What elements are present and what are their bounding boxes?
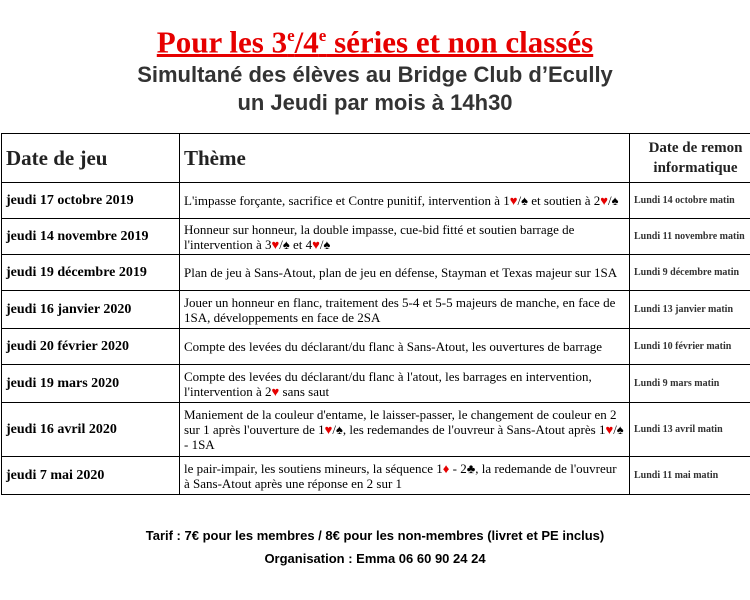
table-row xyxy=(2,365,750,403)
theme-text: /♠, les redemandes de l'ouvreur à Sans-Atout après 1 xyxy=(332,422,606,437)
theme-text: Jouer un honneur en flanc, traitement des 5-4 et 5-5 majeurs de manche, en face de 1SA, développements en face de 2SA xyxy=(184,294,616,325)
theme-text: Compte des levées du déclarant/du flanc à Sans-Atout, les ouvertures de barrage xyxy=(184,339,603,354)
column-header-remontee-line1: Date de remon xyxy=(648,140,743,156)
cell-remontee: Lundi 13 avril matin xyxy=(630,403,750,457)
cell-date: jeudi 19 décembre 2019 xyxy=(2,255,180,291)
cell-date: jeudi 19 mars 2020 xyxy=(2,365,180,403)
title-superscript: e xyxy=(287,26,295,45)
title-part: Pour les 3 xyxy=(156,24,288,60)
organisation-text: Organisation : Emma 06 60 90 24 24 xyxy=(264,551,486,566)
red-suit-symbol: ♥ xyxy=(600,193,608,208)
theme-text: le pair-impair, les soutiens mineurs, la séquence 1 xyxy=(184,460,443,476)
cell-remontee: Lundi 11 mai matin xyxy=(630,457,750,495)
table-row xyxy=(2,183,750,219)
cell-theme xyxy=(180,365,630,403)
column-header-remontee-line2: informatique xyxy=(653,160,738,176)
table-header-row xyxy=(2,134,750,183)
title-part: /4 xyxy=(294,24,319,60)
cell-remontee: Lundi 9 mars matin xyxy=(630,365,750,403)
cell-date: jeudi 7 mai 2020 xyxy=(2,457,180,495)
red-suit-symbol: ♥ xyxy=(271,236,280,252)
table-row xyxy=(2,329,750,365)
cell-theme xyxy=(180,219,630,255)
cell-remontee: Lundi 9 décembre matin xyxy=(630,255,750,291)
subtitle-club: Simultané des élèves au Bridge Club d’Ecully xyxy=(137,62,613,87)
cell-date: jeudi 16 janvier 2020 xyxy=(2,291,180,329)
table-row xyxy=(2,219,750,255)
table-row xyxy=(2,255,750,291)
cell-theme xyxy=(180,183,630,219)
column-header-remontee xyxy=(630,134,750,183)
subtitle-schedule: un Jeudi par mois à 14h30 xyxy=(237,90,513,115)
cell-date: jeudi 14 novembre 2019 xyxy=(2,219,180,255)
red-suit-symbol: ♥ xyxy=(312,236,320,252)
title-part: séries et non classés xyxy=(326,24,594,60)
column-header-theme: Thème xyxy=(180,134,630,183)
cell-theme xyxy=(180,457,630,495)
cell-theme xyxy=(180,255,630,291)
theme-text: - 2♣, la redemande de l'ouvreur à Sans-Atout après une réponse en 2 sur 1 xyxy=(184,460,617,491)
theme-text: L'impasse forçante, sacrifice et Contre punitif, intervention à 1 xyxy=(184,193,510,208)
table-row xyxy=(2,403,750,457)
red-suit-symbol: ♥ xyxy=(271,383,280,399)
theme-text: /♠ xyxy=(607,193,619,208)
red-suit-symbol: ♥ xyxy=(509,193,518,208)
schedule-table xyxy=(1,133,750,495)
cell-theme xyxy=(180,329,630,365)
cell-date: jeudi 17 octobre 2019 xyxy=(2,183,180,219)
theme-text: /♠ et soutien à 2 xyxy=(517,193,601,208)
cell-remontee: Lundi 14 octobre matin xyxy=(630,183,750,219)
title-superscript: e xyxy=(318,26,327,45)
theme-text: sans saut xyxy=(279,383,330,399)
red-suit-symbol: ♥ xyxy=(324,422,333,437)
cell-date: jeudi 20 février 2020 xyxy=(2,329,180,365)
cell-date: jeudi 16 avril 2020 xyxy=(2,403,180,457)
theme-text: /♠ - 1SA xyxy=(184,422,624,452)
theme-text: /♠ et 4 xyxy=(279,236,313,252)
cell-remontee: Lundi 11 novembre matin xyxy=(630,219,750,255)
table-row xyxy=(2,457,750,495)
page-title xyxy=(0,18,750,60)
theme-text: Plan de jeu à Sans-Atout, plan de jeu en défense, Stayman et Texas majeur sur 1SA xyxy=(184,265,618,280)
theme-text: Maniement de la couleur d'entame, le laisser-passer, le changement de couleur en 2 sur 1 après l'ouverture de 1 xyxy=(184,407,617,437)
cell-theme xyxy=(180,291,630,329)
red-suit-symbol: ♦ xyxy=(442,460,450,476)
column-header-date: Date de jeu xyxy=(2,134,180,183)
pricing-text: Tarif : 7€ pour les membres / 8€ pour les non-membres (livret et PE inclus) xyxy=(145,528,605,543)
cell-remontee: Lundi 10 février matin xyxy=(630,329,750,365)
theme-text: /♠ xyxy=(319,236,331,252)
table-row xyxy=(2,291,750,329)
red-suit-symbol: ♥ xyxy=(605,422,614,437)
theme-text: Compte des levées du déclarant/du flanc à l'atout, les barrages en intervention, l'intervention à 2 xyxy=(184,368,592,399)
theme-text: Honneur sur honneur, la double impasse, cue-bid fitté et soutien barrage de l'intervention à 3 xyxy=(184,221,575,252)
cell-theme xyxy=(180,403,630,457)
cell-remontee: Lundi 13 janvier matin xyxy=(630,291,750,329)
